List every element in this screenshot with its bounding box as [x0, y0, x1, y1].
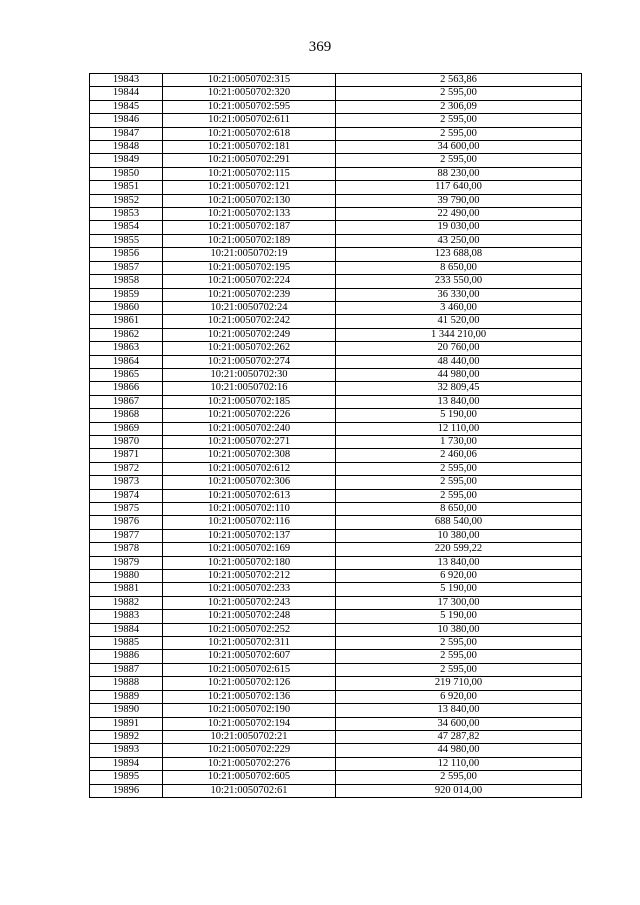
table-row	[90, 141, 582, 154]
table-row	[90, 382, 582, 395]
row-number-cell: 19884	[90, 623, 163, 636]
row-number-cell: 19891	[90, 717, 163, 730]
table-row	[90, 556, 582, 569]
cadastral-number-cell: 10:21:0050702:611	[163, 114, 336, 127]
value-cell: 2 595,00	[336, 650, 582, 663]
value-cell: 6 920,00	[336, 570, 582, 583]
row-number-cell: 19863	[90, 342, 163, 355]
cadastral-number-cell: 10:21:0050702:605	[163, 771, 336, 784]
table-row	[90, 74, 582, 87]
row-number-cell: 19851	[90, 181, 163, 194]
cadastral-number-cell: 10:21:0050702:115	[163, 167, 336, 180]
cadastral-number-cell: 10:21:0050702:195	[163, 261, 336, 274]
row-number-cell: 19853	[90, 208, 163, 221]
row-number-cell: 19883	[90, 610, 163, 623]
table-row	[90, 355, 582, 368]
row-number-cell: 19886	[90, 650, 163, 663]
table-row	[90, 261, 582, 274]
cadastral-number-cell: 10:21:0050702:187	[163, 221, 336, 234]
cadastral-number-cell: 10:21:0050702:306	[163, 476, 336, 489]
value-cell: 12 110,00	[336, 422, 582, 435]
row-number-cell: 19873	[90, 476, 163, 489]
value-cell: 34 600,00	[336, 717, 582, 730]
table-row	[90, 315, 582, 328]
value-cell: 10 380,00	[336, 529, 582, 542]
row-number-cell: 19854	[90, 221, 163, 234]
value-cell: 43 250,00	[336, 234, 582, 247]
value-cell: 41 520,00	[336, 315, 582, 328]
cadastral-number-cell: 10:21:0050702:212	[163, 570, 336, 583]
data-table	[89, 73, 582, 798]
table-row	[90, 543, 582, 556]
table-row	[90, 100, 582, 113]
value-cell: 20 760,00	[336, 342, 582, 355]
row-number-cell: 19885	[90, 637, 163, 650]
cadastral-number-cell: 10:21:0050702:110	[163, 503, 336, 516]
value-cell: 36 330,00	[336, 288, 582, 301]
table-row	[90, 248, 582, 261]
table-row	[90, 489, 582, 502]
row-number-cell: 19882	[90, 596, 163, 609]
value-cell: 219 710,00	[336, 677, 582, 690]
cadastral-number-cell: 10:21:0050702:194	[163, 717, 336, 730]
cadastral-number-cell: 10:21:0050702:16	[163, 382, 336, 395]
value-cell: 2 595,00	[336, 663, 582, 676]
cadastral-number-cell: 10:21:0050702:30	[163, 368, 336, 381]
cadastral-number-cell: 10:21:0050702:169	[163, 543, 336, 556]
cadastral-number-cell: 10:21:0050702:137	[163, 529, 336, 542]
value-cell: 2 595,00	[336, 127, 582, 140]
value-cell: 10 380,00	[336, 623, 582, 636]
value-cell: 12 110,00	[336, 757, 582, 770]
value-cell: 2 460,06	[336, 449, 582, 462]
value-cell: 123 688,08	[336, 248, 582, 261]
value-cell: 2 563,86	[336, 74, 582, 87]
table-row	[90, 288, 582, 301]
table-row	[90, 663, 582, 676]
row-number-cell: 19879	[90, 556, 163, 569]
table-row	[90, 623, 582, 636]
value-cell: 5 190,00	[336, 583, 582, 596]
value-cell: 6 920,00	[336, 690, 582, 703]
table-row	[90, 529, 582, 542]
row-number-cell: 19844	[90, 87, 163, 100]
table-row	[90, 784, 582, 797]
cadastral-number-cell: 10:21:0050702:61	[163, 784, 336, 797]
table-row	[90, 596, 582, 609]
value-cell: 688 540,00	[336, 516, 582, 529]
value-cell: 2 595,00	[336, 87, 582, 100]
table-row	[90, 503, 582, 516]
row-number-cell: 19895	[90, 771, 163, 784]
table-row	[90, 677, 582, 690]
row-number-cell: 19875	[90, 503, 163, 516]
cadastral-number-cell: 10:21:0050702:274	[163, 355, 336, 368]
table-row	[90, 717, 582, 730]
cadastral-number-cell: 10:21:0050702:308	[163, 449, 336, 462]
row-number-cell: 19878	[90, 543, 163, 556]
row-number-cell: 19890	[90, 704, 163, 717]
cadastral-number-cell: 10:21:0050702:136	[163, 690, 336, 703]
data-table-body	[90, 74, 582, 798]
table-row	[90, 409, 582, 422]
table-row	[90, 704, 582, 717]
cadastral-number-cell: 10:21:0050702:189	[163, 234, 336, 247]
table-row	[90, 167, 582, 180]
row-number-cell: 19889	[90, 690, 163, 703]
cadastral-number-cell: 10:21:0050702:126	[163, 677, 336, 690]
value-cell: 3 460,00	[336, 301, 582, 314]
value-cell: 19 030,00	[336, 221, 582, 234]
cadastral-number-cell: 10:21:0050702:243	[163, 596, 336, 609]
value-cell: 48 440,00	[336, 355, 582, 368]
value-cell: 13 840,00	[336, 704, 582, 717]
value-cell: 2 595,00	[336, 489, 582, 502]
table-row	[90, 181, 582, 194]
value-cell: 2 595,00	[336, 637, 582, 650]
cadastral-number-cell: 10:21:0050702:311	[163, 637, 336, 650]
table-row	[90, 610, 582, 623]
table-row	[90, 422, 582, 435]
row-number-cell: 19892	[90, 730, 163, 743]
cadastral-number-cell: 10:21:0050702:190	[163, 704, 336, 717]
cadastral-number-cell: 10:21:0050702:21	[163, 730, 336, 743]
value-cell: 2 595,00	[336, 154, 582, 167]
cadastral-number-cell: 10:21:0050702:613	[163, 489, 336, 502]
value-cell: 13 840,00	[336, 556, 582, 569]
row-number-cell: 19888	[90, 677, 163, 690]
row-number-cell: 19866	[90, 382, 163, 395]
table-row	[90, 449, 582, 462]
cadastral-number-cell: 10:21:0050702:116	[163, 516, 336, 529]
value-cell: 8 650,00	[336, 503, 582, 516]
cadastral-number-cell: 10:21:0050702:130	[163, 194, 336, 207]
table-row	[90, 570, 582, 583]
page-number: 369	[308, 39, 332, 55]
value-cell: 233 550,00	[336, 275, 582, 288]
value-cell: 44 980,00	[336, 744, 582, 757]
row-number-cell: 19871	[90, 449, 163, 462]
table-row	[90, 435, 582, 448]
cadastral-number-cell: 10:21:0050702:229	[163, 744, 336, 757]
row-number-cell: 19893	[90, 744, 163, 757]
row-number-cell: 19894	[90, 757, 163, 770]
value-cell: 2 595,00	[336, 476, 582, 489]
cadastral-number-cell: 10:21:0050702:239	[163, 288, 336, 301]
cadastral-number-cell: 10:21:0050702:607	[163, 650, 336, 663]
table-row	[90, 208, 582, 221]
cadastral-number-cell: 10:21:0050702:133	[163, 208, 336, 221]
row-number-cell: 19855	[90, 234, 163, 247]
value-cell: 5 190,00	[336, 610, 582, 623]
row-number-cell: 19848	[90, 141, 163, 154]
value-cell: 13 840,00	[336, 395, 582, 408]
row-number-cell: 19869	[90, 422, 163, 435]
value-cell: 34 600,00	[336, 141, 582, 154]
value-cell: 117 640,00	[336, 181, 582, 194]
table-row	[90, 154, 582, 167]
table-row	[90, 744, 582, 757]
row-number-cell: 19861	[90, 315, 163, 328]
cadastral-number-cell: 10:21:0050702:19	[163, 248, 336, 261]
row-number-cell: 19865	[90, 368, 163, 381]
cadastral-number-cell: 10:21:0050702:121	[163, 181, 336, 194]
cadastral-number-cell: 10:21:0050702:291	[163, 154, 336, 167]
cadastral-number-cell: 10:21:0050702:315	[163, 74, 336, 87]
cadastral-number-cell: 10:21:0050702:320	[163, 87, 336, 100]
row-number-cell: 19862	[90, 328, 163, 341]
table-row	[90, 301, 582, 314]
cadastral-number-cell: 10:21:0050702:262	[163, 342, 336, 355]
cadastral-number-cell: 10:21:0050702:252	[163, 623, 336, 636]
row-number-cell: 19850	[90, 167, 163, 180]
cadastral-number-cell: 10:21:0050702:233	[163, 583, 336, 596]
value-cell: 8 650,00	[336, 261, 582, 274]
cadastral-number-cell: 10:21:0050702:271	[163, 435, 336, 448]
cadastral-number-cell: 10:21:0050702:242	[163, 315, 336, 328]
cadastral-number-cell: 10:21:0050702:248	[163, 610, 336, 623]
row-number-cell: 19880	[90, 570, 163, 583]
row-number-cell: 19843	[90, 74, 163, 87]
table-row	[90, 194, 582, 207]
table-row	[90, 87, 582, 100]
cadastral-number-cell: 10:21:0050702:240	[163, 422, 336, 435]
row-number-cell: 19852	[90, 194, 163, 207]
row-number-cell: 19876	[90, 516, 163, 529]
cadastral-number-cell: 10:21:0050702:185	[163, 395, 336, 408]
table-row	[90, 234, 582, 247]
value-cell: 920 014,00	[336, 784, 582, 797]
value-cell: 47 287,82	[336, 730, 582, 743]
cadastral-number-cell: 10:21:0050702:612	[163, 462, 336, 475]
value-cell: 22 490,00	[336, 208, 582, 221]
table-row	[90, 342, 582, 355]
value-cell: 2 595,00	[336, 462, 582, 475]
row-number-cell: 19845	[90, 100, 163, 113]
cadastral-number-cell: 10:21:0050702:249	[163, 328, 336, 341]
value-cell: 1 344 210,00	[336, 328, 582, 341]
row-number-cell: 19867	[90, 395, 163, 408]
table-row	[90, 516, 582, 529]
table-row	[90, 462, 582, 475]
cadastral-number-cell: 10:21:0050702:595	[163, 100, 336, 113]
table-row	[90, 583, 582, 596]
table-row	[90, 368, 582, 381]
table-row	[90, 476, 582, 489]
cadastral-number-cell: 10:21:0050702:181	[163, 141, 336, 154]
row-number-cell: 19864	[90, 355, 163, 368]
row-number-cell: 19870	[90, 435, 163, 448]
row-number-cell: 19858	[90, 275, 163, 288]
row-number-cell: 19856	[90, 248, 163, 261]
cadastral-number-cell: 10:21:0050702:226	[163, 409, 336, 422]
row-number-cell: 19887	[90, 663, 163, 676]
row-number-cell: 19859	[90, 288, 163, 301]
row-number-cell: 19860	[90, 301, 163, 314]
value-cell: 2 595,00	[336, 114, 582, 127]
row-number-cell: 19872	[90, 462, 163, 475]
value-cell: 2 595,00	[336, 771, 582, 784]
row-number-cell: 19868	[90, 409, 163, 422]
row-number-cell: 19881	[90, 583, 163, 596]
table-row	[90, 395, 582, 408]
row-number-cell: 19846	[90, 114, 163, 127]
table-row	[90, 637, 582, 650]
table-row	[90, 221, 582, 234]
value-cell: 2 306,09	[336, 100, 582, 113]
row-number-cell: 19849	[90, 154, 163, 167]
row-number-cell: 19857	[90, 261, 163, 274]
table-row	[90, 757, 582, 770]
value-cell: 17 300,00	[336, 596, 582, 609]
row-number-cell: 19877	[90, 529, 163, 542]
cadastral-number-cell: 10:21:0050702:180	[163, 556, 336, 569]
table-row	[90, 690, 582, 703]
table-row	[90, 114, 582, 127]
cadastral-number-cell: 10:21:0050702:224	[163, 275, 336, 288]
value-cell: 1 730,00	[336, 435, 582, 448]
table-row	[90, 127, 582, 140]
table-row	[90, 771, 582, 784]
row-number-cell: 19847	[90, 127, 163, 140]
table-row	[90, 328, 582, 341]
table-row	[90, 650, 582, 663]
cadastral-number-cell: 10:21:0050702:618	[163, 127, 336, 140]
value-cell: 39 790,00	[336, 194, 582, 207]
row-number-cell: 19874	[90, 489, 163, 502]
table-row	[90, 730, 582, 743]
row-number-cell: 19896	[90, 784, 163, 797]
value-cell: 5 190,00	[336, 409, 582, 422]
cadastral-number-cell: 10:21:0050702:24	[163, 301, 336, 314]
table-row	[90, 275, 582, 288]
cadastral-number-cell: 10:21:0050702:276	[163, 757, 336, 770]
cadastral-number-cell: 10:21:0050702:615	[163, 663, 336, 676]
value-cell: 220 599,22	[336, 543, 582, 556]
value-cell: 88 230,00	[336, 167, 582, 180]
value-cell: 44 980,00	[336, 368, 582, 381]
value-cell: 32 809,45	[336, 382, 582, 395]
